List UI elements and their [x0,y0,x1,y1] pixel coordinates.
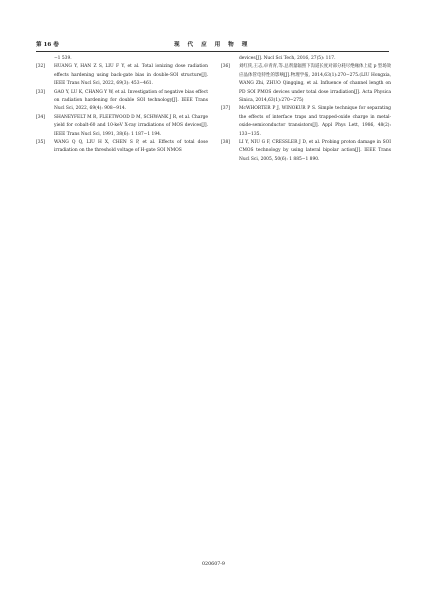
reference-number: [34] [36,114,46,120]
reference-text: GAO Y, LU K, CHANG Y W, et al. Investigation of negative bias effect on radiation hardening for double SOI technology[J]. IEEE Trans Nucl Sci, 2022, 69(4): 908−914. [54,89,208,112]
reference-item [36,139,208,156]
header-divider [36,51,389,52]
reference-item [221,63,391,105]
reference-text: SHANEYFELT M R, FLEETWOOD D M, SCHWANK J R, et al. Charge yield for cobalt-60 and 10-keV X-ray irradiations of MOS devices[J]. IEEE Trans Nucl Sci, 1991, 38(6): 1 187−1 194. [54,114,208,137]
reference-text: WANG Q Q, LIU H X, CHEN S P, et al. Effects of total dose irradiation on the threshold voltage of H-gate SOI NMOS [54,140,208,154]
volume-label: 第 16 卷 [36,42,59,48]
reference-number: [36] [221,64,231,70]
reference-item [36,89,208,114]
running-header [36,39,389,51]
reference-continuation: −1 539. [54,56,72,61]
reference-number: [32] [36,64,46,70]
reference-text: LI Y, NIU G F, CRESSLER J D, et al. Probing proton damage in SOI CMOS technology by using lateral bipolar action[J]. IEEE Trans Nucl Sci, 2005, 50(6): 1 885−1 890. [239,140,391,162]
reference-number: [35] [36,140,46,146]
reference-continuation: devices[J]. Nucl Sci Tech, 2016, 27(5): 117. [239,56,336,61]
journal-title: 现 代 应 用 物 理 [174,42,251,48]
reference-number: [37] [221,106,231,112]
reference-item [221,105,391,139]
reference-number: [38] [221,140,231,146]
reference-text: 刘红侠,王志,卓青青,等.总剂量辐照下沟道长度对部分耗尽绝缘体上硅 p 型场效应晶体管电特性的影响[J].物理学报, 2014,63(1):270−275.(LIU Hongxia, WANG Zhi, ZHUO Qingqing, et al. Influence of channel length on PD SOI PMOS devices under total dose irradiation[J]. Acta Physica Sinica, 2014,63(1):270−275) [239,64,391,104]
right-column [221,55,391,164]
reference-number: [33] [36,89,46,95]
reference-item [36,63,208,88]
reference-item [221,139,391,164]
reference-text: McWHORTER P J, WINOKUR P S. Simple technique for separating the effects of interface traps and trapped-oxide charge in metal-oxide-semiconductor transistors[J]. Appl Phys Lett, 1986, 48(2): 133−135. [239,106,391,137]
reference-item [36,114,208,139]
reference-text: HUANG Y, HAN Z S, LIU F Y, et al. Total ionizing dose radiation effects hardening using back-gate bias in double-SOI structure[J]. IEEE Trans Nucl Sci, 2022, 69(3): 453−461. [54,64,208,87]
left-column [36,55,208,156]
page-number: 020607-9 [202,562,225,567]
